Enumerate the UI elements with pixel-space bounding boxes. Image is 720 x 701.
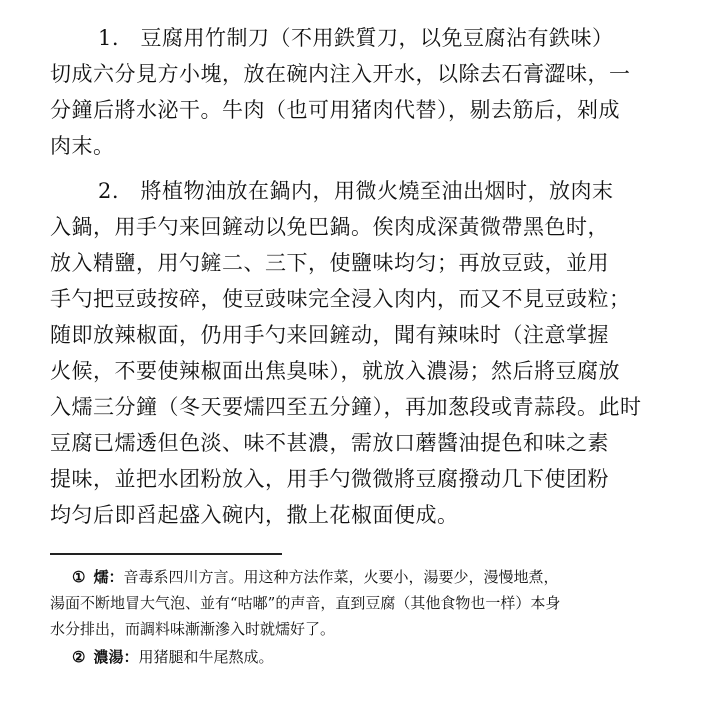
paragraph-line: 2. 將植物油放在鍋内，用微火燒至油出烟时，放肉末: [98, 179, 614, 203]
paragraph-line: 切成六分見方小塊，放在碗内注入开水，以除去石膏澀味，一: [50, 62, 631, 86]
paragraph-line: 均匀后即舀起盛入碗内，撒上花椒面便成。: [50, 503, 459, 527]
paragraph-line: 入燸三分鐘（冬天要燸四至五分鐘），再加葱段或青蒜段。此时: [50, 395, 642, 419]
footnote-term: 燸：: [93, 568, 124, 586]
paragraph-line: 豆腐已燸透但色淡、味不甚濃，需放口蘑醬油提色和味之素: [50, 431, 609, 455]
paragraph-line: 提味，並把水团粉放入，用手勺微微將豆腐撥动几下使团粉: [50, 467, 609, 491]
paragraph-line: 火候，不要使辣椒面出焦臭味），就放入濃湯；然后將豆腐放: [50, 359, 620, 383]
paragraph-line: 手勺把豆豉按碎，使豆豉味完全浸入肉内，而又不見豆豉粒；: [50, 287, 631, 311]
paragraph-line: 入鍋，用手勺来回鏟动以免巴鍋。俟肉成深黃微帶黑色时，: [50, 215, 609, 239]
footnote-text: 用猪腿和牛尾熬成。: [138, 648, 274, 666]
paragraph-line: 1. 豆腐用竹制刀（不用鉄質刀，以免豆腐沾有鉄味）: [98, 26, 614, 50]
footnote-marker: ②: [72, 648, 86, 666]
footnote-text: 音毒系四川方言。用这种方法作菜，火要小，湯要少，漫慢地煮，: [123, 568, 559, 586]
paragraph-line: 放入精鹽，用勺鏟二、三下，使鹽味均匀；再放豆豉，並用: [50, 251, 609, 275]
footnote-2: [72, 646, 273, 667]
footnote-line: 水分排出，而調料味漸漸滲入时就燸好了。: [50, 620, 336, 638]
footnote-1: [50, 564, 560, 642]
footnote-term: 濃湯：: [93, 648, 139, 666]
footnote-line: [50, 564, 560, 590]
footnote-divider: [50, 553, 282, 555]
paragraph-line: 肉末。: [50, 134, 115, 158]
paragraph-step-1: [50, 20, 631, 164]
footnote-marker: ①: [72, 568, 86, 586]
paragraph-step-2: [50, 173, 642, 533]
footnote-line: 湯面不断地冒大气泡、並有“咕嘟”的声音，直到豆腐（其他食物也一样）本身: [50, 594, 561, 612]
paragraph-line: 分鐘后將水泌干。牛肉（也可用猪肉代替），剔去筋后，剁成: [50, 98, 620, 122]
paragraph-line: 随即放辣椒面，仍用手勺来回鏟动，聞有辣味时（注意掌握: [50, 323, 609, 347]
